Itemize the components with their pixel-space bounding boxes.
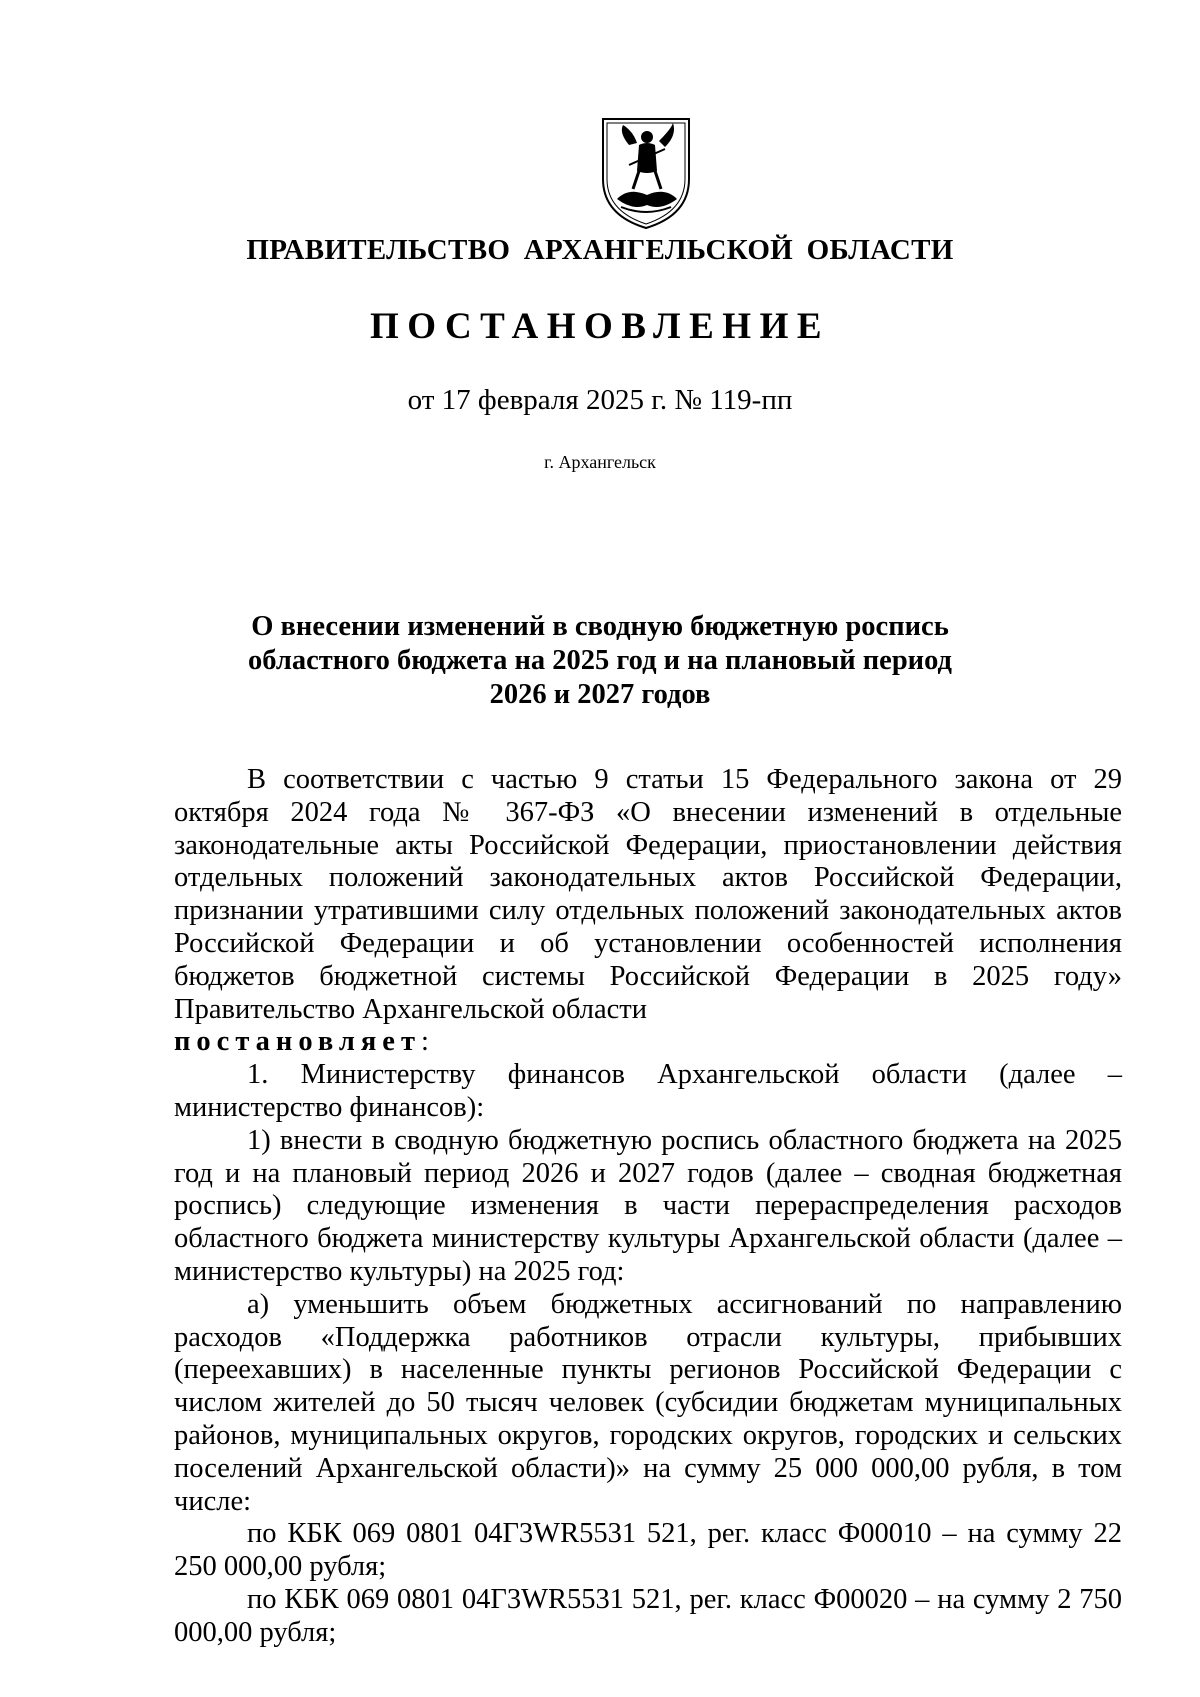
- document-body: [174, 764, 1122, 1650]
- text-line: силу отдельных положений законодательных актов Российской Федерации: [174, 895, 1122, 959]
- coat-of-arms-emblem: [599, 115, 693, 231]
- text-line: а) уменьшить объем бюджетных ассигнований по направлению расходов: [174, 1288, 1122, 1353]
- paragraph-kbk-1: [174, 1518, 1122, 1584]
- text-line: по КБК 069 0801 04Г3WR5531 521, рег. класс Ф00010 – на сумму: [247, 1518, 1083, 1550]
- text-line: в населенные пункты регионов Российской Федерации с числом жителей: [174, 1354, 1122, 1419]
- paragraph-decree: [174, 1026, 1122, 1059]
- paragraph-item-1-1: [174, 1125, 1122, 1289]
- document-type: ПОСТАНОВЛЕНИЕ: [369, 306, 831, 347]
- document-title: [240, 610, 960, 712]
- text-line: бюджетная роспись) следующие изменения в части перераспределения: [174, 1157, 1122, 1222]
- text-line: на 2025 год и на плановый период 2026 и 2027 годов (далее – сводная: [174, 1124, 1123, 1189]
- text-line: Российской Федерации в 2025 году» Правительство Архангельской области: [174, 960, 1122, 1025]
- text-line: законодательных актов Российской Федерации, признании утратившими: [174, 862, 1122, 927]
- text-line: 2024 года № 367-ФЗ «О внесении изменений в отдельные законодательные: [174, 796, 1123, 861]
- title-line: О внесении изменений в сводную бюджетную роспись: [251, 611, 949, 642]
- paragraph-item-1: [174, 1059, 1122, 1125]
- decree-colon: :: [420, 1026, 429, 1058]
- text-line: Архангельской области)» на сумму 25 000 000,00 рубля, в том числе:: [174, 1452, 1123, 1517]
- archangel-coat-of-arms-icon: [599, 115, 693, 231]
- title-line: 2026 и 2027 годов: [489, 679, 711, 710]
- text-line: В соответствии с частью 9 статьи 15 Федерального закона от 29 октября: [174, 764, 1122, 828]
- text-line: и об установлении особенностей исполнения бюджетов бюджетной системы: [174, 927, 1122, 992]
- text-line: 1) внести в сводную бюджетную роспись областного бюджета: [247, 1124, 1019, 1156]
- text-line: 22 250 000,00 рубля;: [174, 1518, 1122, 1583]
- text-line: муниципальных округов, городских округов, городских и сельских поселений: [174, 1419, 1123, 1484]
- document-city: г. Архангельск: [544, 452, 656, 472]
- paragraph-kbk-2: [174, 1584, 1122, 1650]
- decree-word: постановляет: [174, 1026, 421, 1058]
- paragraph-item-a: [174, 1289, 1122, 1519]
- document-date-number: от 17 февраля 2025 г. № 119-пп: [407, 384, 793, 416]
- title-line: областного бюджета на 2025 год и на плановый период: [248, 645, 952, 676]
- text-line: 1. Министерству финансов Архангельской области (далее –: [247, 1059, 1122, 1091]
- text-line: расходов областного бюджета министерству культуры Архангельской: [174, 1190, 1123, 1255]
- text-line: акты Российской Федерации, приостановлении действия отдельных положений: [174, 829, 1123, 894]
- text-line: по КБК 069 0801 04Г3WR5531 521, рег. класс Ф00020 – на сумму: [247, 1583, 1050, 1615]
- text-line: до 50 тысяч человек (субсидии бюджетам муниципальных районов,: [174, 1387, 1122, 1451]
- text-line: министерство финансов):: [174, 1091, 485, 1123]
- text-line: 2 750 000,00 рубля;: [174, 1583, 1123, 1648]
- text-line: «Поддержка работников отрасли культуры, прибывших (переехавших): [174, 1321, 1122, 1386]
- organization-name: ПРАВИТЕЛЬСТВО АРХАНГЕЛЬСКОЙ ОБЛАСТИ: [246, 234, 954, 266]
- paragraph-preamble: [174, 764, 1122, 1026]
- text-line: области (далее – министерство культуры) на 2025 год:: [174, 1223, 1123, 1287]
